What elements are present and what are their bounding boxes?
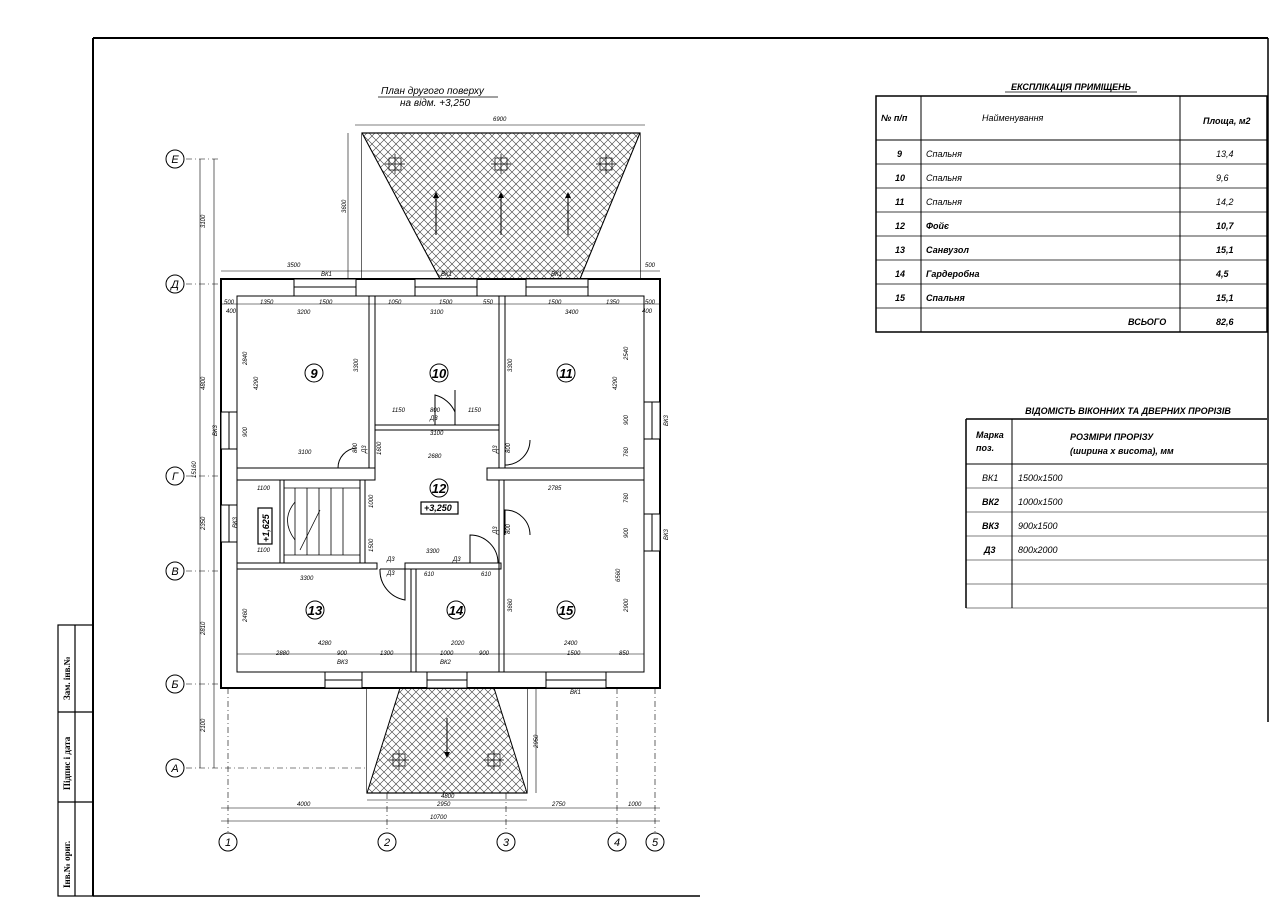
dim: 4290: [254, 376, 260, 390]
roof-top: [362, 133, 640, 279]
dim: 2900: [624, 598, 630, 612]
dim: 850: [619, 651, 630, 657]
openings-row-mark: ВК1: [982, 473, 999, 483]
dim: 2785: [548, 486, 562, 492]
dim: 1150: [468, 408, 481, 414]
tag: ВК3: [337, 660, 348, 666]
explication-rows: [895, 149, 1235, 327]
dim: 1350: [606, 300, 620, 306]
explication-row-area: 9,6: [1216, 173, 1229, 183]
tag: ВК1: [551, 272, 562, 278]
dim: 1000: [369, 494, 375, 508]
openings-rows: [982, 473, 1063, 555]
dim: 2540: [624, 346, 630, 360]
axis-label-5: 5: [651, 837, 659, 849]
tag: Д3: [387, 571, 395, 577]
dim: 4800: [201, 376, 207, 390]
sheet-frame: [93, 38, 1268, 896]
axis-label-4: 4: [613, 837, 621, 849]
dim: 10700: [430, 815, 447, 821]
room-number-13: 13: [307, 603, 323, 618]
dim: 760: [624, 446, 630, 457]
explication-row-name: Спальня: [926, 173, 962, 183]
room-number-15: 15: [558, 603, 574, 618]
dim: 4000: [297, 802, 311, 808]
dim: 3300: [426, 549, 440, 555]
stamp-zam-inv: Зам. інв.№: [62, 656, 72, 700]
dim: 800: [506, 523, 512, 534]
axis-label-1: 1: [224, 837, 232, 849]
tag: ВК1: [441, 272, 452, 278]
tag: Д3: [493, 526, 499, 534]
dim: 6560: [616, 568, 622, 582]
dim: 3200: [297, 310, 311, 316]
dim: 1050: [388, 300, 402, 306]
room-number-14: 14: [448, 603, 464, 618]
dim: 400: [642, 309, 653, 315]
explication-row-area: 15,1: [1216, 245, 1234, 255]
dim: 3400: [565, 310, 579, 316]
dim: 1500: [319, 300, 333, 306]
axis-label-G: Г: [172, 471, 178, 483]
dim: 760: [624, 492, 630, 503]
explication-total-label: ВСЬОГО: [1128, 317, 1167, 327]
explication-row-num: 15: [895, 293, 906, 303]
explication-row-name: Фойє: [926, 221, 950, 231]
dim: 900: [243, 426, 249, 437]
explication-header-num: № п/п: [881, 113, 908, 123]
axis-label-A: А: [171, 763, 179, 775]
explication-row-num: 10: [895, 173, 906, 183]
level-mark: +3,250: [424, 503, 452, 513]
tag: Д3: [430, 416, 438, 422]
dim: 3100: [201, 214, 207, 228]
dim: 1150: [392, 408, 405, 414]
stair-level-mark: +1,625: [261, 514, 271, 542]
dim: 550: [483, 300, 494, 306]
openings-row-mark: Д3: [984, 545, 996, 555]
dim: 2840: [243, 351, 249, 365]
openings-title: ВІДОМІСТЬ ВІКОННИХ ТА ДВЕРНИХ ПРОРІЗІВ: [1025, 406, 1231, 416]
explication-header-name: Найменування: [982, 113, 1044, 123]
stamp-pidpys: Підпис і дата: [62, 736, 72, 790]
dim: 1500: [439, 300, 453, 306]
tag: ВК3: [664, 529, 670, 540]
stamp-inv-orig: Інв.№ ориг.: [62, 840, 72, 888]
room-number-9: 9: [310, 366, 318, 381]
dim: 900: [337, 651, 348, 657]
openings-header-size2: (ширина х висота), мм: [1070, 446, 1174, 456]
axis-label-E: Е: [171, 154, 179, 166]
dim: 2020: [451, 641, 465, 647]
dim: 1500: [369, 538, 375, 552]
dim: 3660: [508, 598, 514, 612]
axis-label-D: Д: [171, 279, 179, 291]
explication-row-num: 9: [897, 149, 903, 159]
dim: 3100: [298, 450, 312, 456]
dim: 610: [424, 572, 435, 578]
explication-row-area: 10,7: [1216, 221, 1234, 231]
dim: 4280: [318, 641, 332, 647]
explication-header-area: Площа, м2: [1203, 116, 1251, 126]
dim: 6900: [493, 117, 507, 123]
explication-row-area: 13,4: [1216, 149, 1234, 159]
dim: 610: [481, 572, 492, 578]
axis-label-V: В: [171, 566, 179, 578]
dim: 1000: [440, 651, 454, 657]
dim: 3300: [300, 576, 314, 582]
openings-row-mark: ВК3: [982, 521, 1000, 531]
dim: 2680: [428, 454, 442, 460]
dim: 2950: [534, 734, 540, 748]
tag: ВК1: [321, 272, 332, 278]
dim: 2400: [564, 641, 578, 647]
dim: 900: [479, 651, 490, 657]
windows-top: [294, 279, 588, 296]
roof-bottom: [367, 688, 527, 793]
tag: Д3: [362, 445, 368, 453]
explication-row-num: 11: [895, 197, 905, 207]
explication-row-num: 13: [895, 245, 906, 255]
plan-title-line2: на відм. +3,250: [400, 98, 471, 109]
dim: 2880: [276, 651, 290, 657]
axis-label-B: Б: [171, 679, 179, 691]
dim: 3100: [430, 431, 444, 437]
dim: 15160: [192, 461, 198, 478]
explication-row-name: Санвузол: [926, 245, 969, 255]
openings-row-size: 900х1500: [1018, 521, 1058, 531]
openings-header-mark2: поз.: [976, 443, 995, 453]
axis-label-2: 2: [383, 837, 391, 849]
room-number-11: 11: [559, 366, 573, 381]
tag: Д3: [387, 557, 395, 563]
tag: ВК3: [213, 425, 219, 436]
dim: 3100: [430, 310, 444, 316]
windows-bottom: [325, 672, 606, 688]
axis-label-3: 3: [502, 837, 510, 849]
dim: 2350: [201, 516, 207, 530]
openings-row-mark: ВК2: [982, 497, 1000, 507]
tag: Д3: [493, 445, 499, 453]
dim: 900: [624, 527, 630, 538]
dim: 1500: [567, 651, 581, 657]
openings-row-size: 1500х1500: [1018, 473, 1063, 483]
explication-row-name: Спальня: [926, 149, 962, 159]
dim: 500: [645, 300, 656, 306]
explication-title: ЕКСПЛІКАЦІЯ ПРИМІЩЕНЬ: [1011, 82, 1131, 92]
tag: ВК1: [570, 690, 581, 696]
explication-total-value: 82,6: [1216, 317, 1234, 327]
dim: 1000: [628, 802, 642, 808]
dim: 900: [624, 414, 630, 425]
staircase: [284, 488, 360, 555]
dim: 2100: [201, 718, 207, 732]
room-number-10: 10: [431, 366, 447, 381]
dim: 1600: [377, 441, 383, 455]
explication-row-area: 15,1: [1216, 293, 1234, 303]
dim: 2950: [437, 802, 451, 808]
dim: 2460: [243, 608, 249, 622]
explication-row-num: 14: [895, 269, 906, 279]
dim: 800: [506, 442, 512, 453]
openings-header-size1: РОЗМІРИ ПРОРІЗУ: [1070, 432, 1154, 442]
dim: 800: [430, 408, 441, 414]
dim: 1300: [380, 651, 394, 657]
dim: 500: [224, 300, 235, 306]
dim: 3300: [354, 358, 360, 372]
windows-side: [221, 402, 660, 551]
openings-header-mark1: Марка: [976, 430, 1004, 440]
dim: 3300: [508, 358, 514, 372]
openings-row-size: 1000х1500: [1018, 497, 1063, 507]
dim: 4800: [441, 794, 455, 800]
dim: 1100: [257, 548, 270, 554]
explication-row-name: Спальня: [926, 293, 965, 303]
dim: 2810: [201, 621, 207, 635]
explication-row-area: 14,2: [1216, 197, 1234, 207]
tag: ВК2: [440, 660, 451, 666]
dim: 3600: [342, 199, 348, 213]
dim: 1350: [260, 300, 274, 306]
tag: ВК3: [664, 415, 670, 426]
dim: 400: [226, 309, 237, 315]
tag: ВК3: [233, 517, 239, 528]
explication-row-name: Гардеробна: [926, 269, 980, 279]
dim: 2750: [552, 802, 566, 808]
explication-row-num: 12: [895, 221, 906, 231]
tag: Д3: [453, 557, 461, 563]
plan-title-line1: План другого поверху: [381, 86, 484, 97]
dim: 500: [645, 263, 656, 269]
dim: 3500: [287, 263, 301, 269]
dim: 1500: [548, 300, 562, 306]
explication-row-area: 4,5: [1216, 269, 1229, 279]
dim: 800: [353, 442, 359, 453]
explication-row-name: Спальня: [926, 197, 962, 207]
dim: 1100: [257, 486, 270, 492]
room-number-12: 12: [431, 481, 447, 496]
openings-row-size: 800х2000: [1018, 545, 1058, 555]
dim: 4290: [613, 376, 619, 390]
